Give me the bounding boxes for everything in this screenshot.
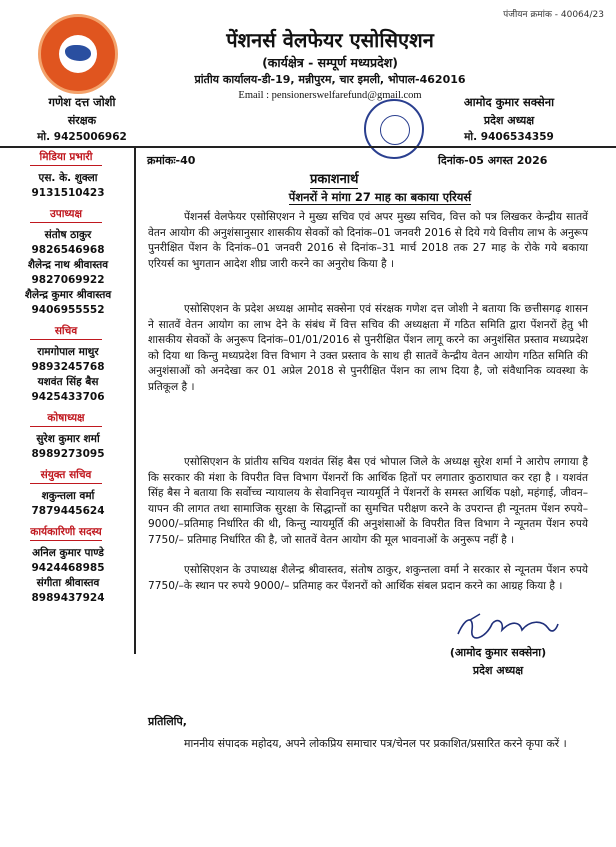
paragraph-4: एसोसिएशन के उपाध्यक्ष शैलेन्द्र श्रीवास्तव, संतोष ठाकुर, शकुन्तला वर्मा ने सरकार से न्यूनतम पेंशन रुपये 7750/–के स्थान पर रुपये 9000/– प्रतिमाह कर पेंशनरों को आर्थिक संबल प्रदान करने का आग्रह किया है । bbox=[148, 564, 588, 592]
sidebar-line: अनिल कुमार पाण्डे bbox=[32, 547, 104, 559]
sidebar-heading: कोषाध्यक्ष bbox=[30, 411, 102, 427]
organization-area: (कार्यक्षेत्र - सम्पूर्ण मध्यप्रदेश) bbox=[262, 55, 398, 70]
paragraph-1: पेंशनर्स वेलफेयर एसोसिएशन ने मुख्य सचिव एवं अपर मुख्य सचिव, वित्त को पत्र लिखकर केन्द्रीय सातवें वेतन आयोग की अनुशंसानुसार शासकीय सेवकों को दिनांक–01 जनवरी 2016 से दिये गये वित्तीय लाभ के अनुरूप पुनरीक्षित पेंशन के दिनांक–01 जनवरी 2016 से दिनांक–31 मार्च 2018 तक 27 माह के रोके गये बकाया एरियर्स का भुगतान आदेश शीघ्र जारी करने का अनुरोध किया है । bbox=[148, 211, 588, 270]
president-role: प्रदेश अध्यक्ष bbox=[483, 114, 535, 127]
sidebar-group-secretary bbox=[0, 324, 134, 405]
registration-number: पंजीयन क्रमांक - 40064/23 bbox=[503, 10, 604, 20]
president-name: आमोद कुमार सक्सेना bbox=[463, 95, 555, 109]
sidebar-line: 9827069922 bbox=[31, 274, 105, 286]
official-seal bbox=[364, 99, 424, 159]
sidebar-line: 8989437924 bbox=[31, 592, 105, 604]
sidebar-heading: उपाध्यक्ष bbox=[30, 207, 102, 223]
organization-address: प्रांतीय कार्यालय-डी-19, मन्नीपुरम, चार इमली, भोपाल-462016 bbox=[194, 73, 466, 86]
signatory-name: (आमोद कुमार सक्सेना) bbox=[449, 646, 547, 659]
sidebar-line: 9893245768 bbox=[31, 361, 105, 373]
sidebar-line: 7879445624 bbox=[31, 505, 105, 517]
association-logo bbox=[38, 14, 118, 94]
sidebar-line: 8989273095 bbox=[31, 448, 105, 460]
sidebar-group-vice-president bbox=[0, 207, 134, 318]
paragraph-2: एसोसिएशन के प्रदेश अध्यक्ष आमोद सक्सेना एवं संरक्षक गणेश दत्त जोशी ने बताया कि छत्तीसगढ़ शासन ने सातवें वेतन आयोग का लाभ देने के संबंध में वित्त सचिव की अध्यक्षता में गठित समिति द्वारा पेंशनरों हेतु भी शासकीय सेवकों के अनुरूप दिनांक–01/01/2016 से पुनरीक्षित पेंशन लागू करने का अनुशंसित प्रस्ताव मध्यप्रदेश को दिया था किन्तु मध्यप्रदेश वित्त विभाग ने उक्त प्रस्ताव के साथ ही सातवें केन्द्रीय वेतन आयोग गठित समिति की अनुशंसाओं को अनदेखा कर 01 अप्रेल 2018 से पुनरीक्षित पेंशन का लाभ दिया है, जो संवैधानिक व्यवस्था के प्रतिकूल है । bbox=[148, 303, 588, 393]
sidebar-line: 9424468985 bbox=[31, 562, 105, 574]
sidebar-line: संगीता श्रीवास्तव bbox=[36, 577, 100, 589]
sidebar-line: यशवंत सिंह बैस bbox=[37, 376, 99, 388]
paragraph-3: एसोसिएशन के प्रांतीय सचिव यशवंत सिंह बैस एवं भोपाल जिले के अध्यक्ष सुरेश शर्मा ने आरोप लगाया है कि सरकार की मंशा के विपरीत वित्त विभाग पेंशनरों कि आर्थिक हितों पर लगातार कुठाराघात कर रहा है । यशवंत सिंह बैस ने बताया कि सर्वोच्च न्यायालय के सेवानिवृत्त न्यायमूर्ति ने पेंशनरों के समस्त आर्थिक पक्षो, महंगाई, जीवन–यापन की लागत तथा सामाजिक सुरक्षा के सिद्धान्तों का सुमचित परीक्षण करने के उपरान्त ही न्यूनतम पेंशन रुपये–9000/–प्रतिमाह निर्धारित की थी, किन्तु न्यायमूर्ति की अनुशंसाओं के विपरीत वित्त विभाग ने न्यूनतम पेंशन रुपये 7750/– प्रतिमाह निर्धारित की है, जो सातवें वेतन आयोग की मूल भावनाओं के अनुरूप नहीं है । bbox=[148, 456, 588, 546]
sidebar-line: रामगोपाल माथुर bbox=[37, 346, 99, 358]
sidebar-heading: संयुक्त सचिव bbox=[30, 468, 102, 484]
reference-number: क्रमांकः-40 bbox=[147, 154, 196, 167]
sidebar-heading: मिडिया प्रभारी bbox=[30, 150, 102, 166]
seal-inner-ring bbox=[380, 115, 410, 145]
signature bbox=[452, 612, 562, 642]
sidebar-group-joint-secretary bbox=[0, 468, 134, 519]
signatory-role: प्रदेश अध्यक्ष bbox=[472, 664, 524, 677]
sidebar-line: सुरेश कुमार शर्मा bbox=[36, 433, 100, 445]
header-divider bbox=[0, 146, 616, 148]
organization-name: पेंशनर्स वेलफेयर एसोसिएशन bbox=[226, 28, 434, 52]
president-mobile: मो. 9406534359 bbox=[464, 131, 554, 143]
sidebar-line: 9826546968 bbox=[31, 244, 105, 256]
sidebar-heading: कार्यकारिणी सदस्य bbox=[30, 525, 102, 541]
office-bearers-sidebar bbox=[0, 150, 134, 612]
sidebar-group-executive bbox=[0, 525, 134, 606]
sidebar-line: शकुन्तला वर्मा bbox=[41, 490, 95, 502]
sidebar-group-media bbox=[0, 150, 134, 201]
copy-to-title: प्रतिलिपि, bbox=[148, 715, 187, 728]
sidebar-line: शैलेन्द्र नाथ श्रीवास्तव bbox=[27, 259, 109, 271]
sidebar-line: एस. के. शुक्ला bbox=[38, 172, 98, 184]
sidebar-line: 9425433706 bbox=[31, 391, 105, 403]
sidebar-line: 9406955552 bbox=[31, 304, 105, 316]
subject-line bbox=[160, 190, 600, 205]
patron-mobile: मो. 9425006962 bbox=[37, 131, 127, 143]
sidebar-divider bbox=[134, 146, 136, 654]
sidebar-line: शैलेन्द्र कुमार श्रीवास्तव bbox=[24, 289, 112, 301]
sidebar-heading: सचिव bbox=[30, 324, 102, 340]
sidebar-group-treasurer bbox=[0, 411, 134, 462]
document-type: प्रकाशनार्थ bbox=[310, 169, 358, 189]
patron-role: संरक्षक bbox=[67, 114, 97, 127]
organization-email[interactable]: Email : pensionerswelfarefund@gmail.com bbox=[238, 90, 422, 101]
sidebar-line: 9131510423 bbox=[31, 187, 105, 199]
letter-date: दिनांक-05 अगस्त 2026 bbox=[438, 154, 548, 167]
sidebar-line: संतोष ठाकुर bbox=[44, 229, 92, 241]
patron-name: गणेश दत्त जोशी bbox=[48, 95, 116, 109]
subject-text: पेंशनरों ने मांगा 27 माह का बकाया एरियर्स bbox=[288, 190, 472, 204]
copy-to-text: माननीय संपादक महोदय, अपने लोकप्रिय समाचार पत्र/चेनल पर प्रकाशित/प्रसारित करने कृपा करें । bbox=[184, 737, 567, 750]
map-icon bbox=[65, 45, 91, 61]
